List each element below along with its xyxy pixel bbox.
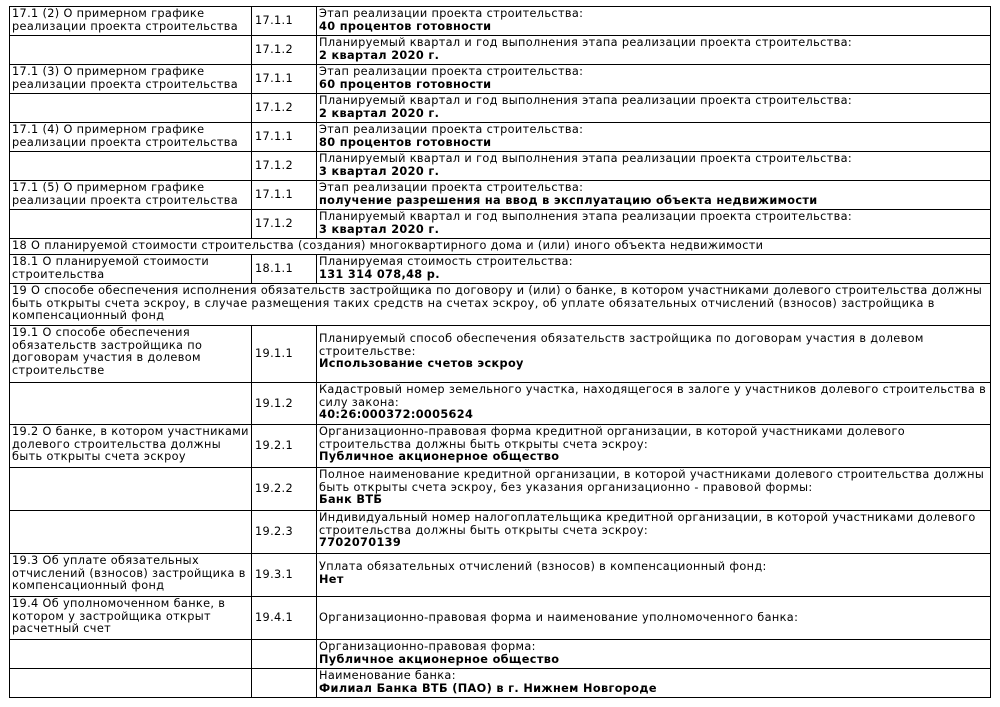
field-value: 3 квартал 2020 г. (319, 164, 440, 178)
section-header-row (10, 284, 991, 326)
section-cell: 18.1 О планируемой стоимости строительства (10, 255, 252, 284)
field-value: Публичное акционерное общество (319, 450, 560, 464)
table-row (10, 468, 991, 511)
field-label: Этап реализации проекта строительства: (319, 7, 584, 20)
content-cell (317, 383, 991, 425)
code-cell: 18.1.1 (252, 255, 317, 284)
code-cell: 19.2.3 (252, 511, 317, 554)
table-row (10, 65, 991, 94)
content-cell (317, 152, 991, 181)
code-cell: 17.1.2 (252, 152, 317, 181)
field-value: 2 квартал 2020 г. (319, 48, 440, 62)
section-cell: 17.1 (2) О примерном графике реализации проекта строительства (10, 7, 252, 36)
field-label: Наименование банка: (319, 669, 456, 682)
field-label: Этап реализации проекта строительства: (319, 65, 584, 78)
content-cell (317, 36, 991, 65)
content-cell (317, 669, 991, 698)
section-cell (10, 468, 252, 511)
field-value: 3 квартал 2020 г. (319, 222, 440, 236)
content-cell (317, 7, 991, 36)
content-cell (317, 181, 991, 210)
field-label: Этап реализации проекта строительства: (319, 181, 584, 194)
declaration-table (9, 6, 991, 698)
code-cell: 19.3.1 (252, 554, 317, 597)
content-cell (317, 640, 991, 669)
field-value: Использование счетов эскроу (319, 357, 524, 371)
code-cell: 17.1.1 (252, 65, 317, 94)
table-row (10, 255, 991, 284)
table-row (10, 123, 991, 152)
section-cell: 17.1 (5) О примерном графике реализации проекта строительства (10, 181, 252, 210)
table-row (10, 152, 991, 181)
section-cell: 19.1 О способе обеспечения обязательств застройщика по договорам участия в долевом строительстве (10, 326, 252, 383)
code-cell: 17.1.1 (252, 123, 317, 152)
table-row (10, 210, 991, 239)
code-cell: 19.1.2 (252, 383, 317, 425)
field-label: Планируемый квартал и год выполнения этапа реализации проекта строительства: (319, 210, 853, 223)
field-value: 40 процентов готовности (319, 19, 492, 33)
code-cell: 19.2.1 (252, 425, 317, 468)
table-row (10, 554, 991, 597)
field-value: 7702070139 (319, 536, 402, 550)
table-row (10, 669, 991, 698)
code-cell: 19.4.1 (252, 597, 317, 640)
section-cell: 17.1 (4) О примерном графике реализации проекта строительства (10, 123, 252, 152)
code-cell: 17.1.2 (252, 94, 317, 123)
field-value: 2 квартал 2020 г. (319, 106, 440, 120)
code-cell: 17.1.2 (252, 210, 317, 239)
section-cell (10, 152, 252, 181)
code-cell: 19.1.1 (252, 326, 317, 383)
table-row (10, 181, 991, 210)
content-cell (317, 123, 991, 152)
content-cell (317, 210, 991, 239)
section-cell (10, 669, 252, 698)
table-row (10, 597, 991, 640)
code-cell (252, 640, 317, 669)
section-header-row (10, 239, 991, 255)
field-value: Нет (319, 572, 344, 586)
section-cell: 19.3 Об уплате обязательных отчислений (взносов) застройщика в компенсационный фонд (10, 554, 252, 597)
section-cell (10, 383, 252, 425)
content-cell (317, 255, 991, 284)
section-cell (10, 640, 252, 669)
content-cell (317, 94, 991, 123)
field-value: Публичное акционерное общество (319, 652, 560, 666)
section-cell (10, 511, 252, 554)
content-cell (317, 554, 991, 597)
table-row (10, 383, 991, 425)
field-value: 131 314 078,48 р. (319, 267, 440, 281)
field-label: Полное наименование кредитной организации, в которой участниками долевого строительства должны быть открыты счета эскроу, без указания организационно - правовой формы: (319, 468, 985, 494)
field-label: Индивидуальный номер налогоплательщика кредитной организации, в которой участниками долевого строительства должны быть открыты счета эскроу: (319, 511, 976, 537)
field-value: Банк ВТБ (319, 493, 383, 507)
field-value: Филиал Банка ВТБ (ПАО) в г. Нижнем Новгороде (319, 681, 657, 695)
content-cell (317, 65, 991, 94)
table-row (10, 7, 991, 36)
content-cell (317, 425, 991, 468)
section-header: 19 О способе обеспечения исполнения обязательств застройщика по договору и (или) о банке, в котором участниками долевого строительства должны быть открыты счета эскроу, в случае размещения таких средств на счетах эскроу, об уплате обязательных отчислений (взносов) застройщика в компенсационный фонд (10, 284, 991, 326)
field-label: Организационно-правовая форма: (319, 640, 536, 653)
code-cell: 17.1.1 (252, 7, 317, 36)
section-cell (10, 94, 252, 123)
table-row (10, 640, 991, 669)
code-cell: 19.2.2 (252, 468, 317, 511)
field-label: Уплата обязательных отчислений (взносов) в компенсационный фонд: (319, 560, 767, 573)
section-cell (10, 36, 252, 65)
section-cell: 19.2 О банке, в котором участниками долевого строительства должны быть открыты счета эскроу (10, 425, 252, 468)
field-value: 60 процентов готовности (319, 77, 492, 91)
field-label: Планируемый способ обеспечения обязательств застройщика по договорам участия в долевом строительстве: (319, 332, 924, 358)
section-cell: 19.4 Об уполномоченном банке, в котором у застройщика открыт расчетный счет (10, 597, 252, 640)
table-row (10, 94, 991, 123)
code-cell: 17.1.1 (252, 181, 317, 210)
field-label: Организационно-правовая форма кредитной организации, в которой участниками долевого строительства должны быть открыты счета эскроу: (319, 425, 905, 451)
field-value: 40:26:000372:0005624 (319, 408, 474, 422)
field-value: получение разрешения на ввод в эксплуатацию объекта недвижимости (319, 193, 818, 207)
field-label: Организационно-правовая форма и наименование уполномоченного банка: (319, 611, 799, 625)
content-cell (317, 511, 991, 554)
section-cell: 17.1 (3) О примерном графике реализации проекта строительства (10, 65, 252, 94)
field-label: Планируемая стоимость строительства: (319, 255, 573, 268)
table-row (10, 36, 991, 65)
content-cell (317, 468, 991, 511)
code-cell (252, 669, 317, 698)
field-label: Планируемый квартал и год выполнения этапа реализации проекта строительства: (319, 152, 853, 165)
content-cell (317, 326, 991, 383)
field-label: Планируемый квартал и год выполнения этапа реализации проекта строительства: (319, 36, 853, 49)
field-label: Кадастровый номер земельного участка, находящегося в залоге у участников долевого строительства в силу закона: (319, 383, 987, 409)
field-value: 80 процентов готовности (319, 135, 492, 149)
section-cell (10, 210, 252, 239)
table-row (10, 326, 991, 383)
field-label: Этап реализации проекта строительства: (319, 123, 584, 136)
content-cell (317, 597, 991, 640)
table-row (10, 511, 991, 554)
code-cell: 17.1.2 (252, 36, 317, 65)
field-label: Планируемый квартал и год выполнения этапа реализации проекта строительства: (319, 94, 853, 107)
table-row (10, 425, 991, 468)
section-header: 18 О планируемой стоимости строительства (создания) многоквартирного дома и (или) иного объекта недвижимости (10, 239, 991, 255)
